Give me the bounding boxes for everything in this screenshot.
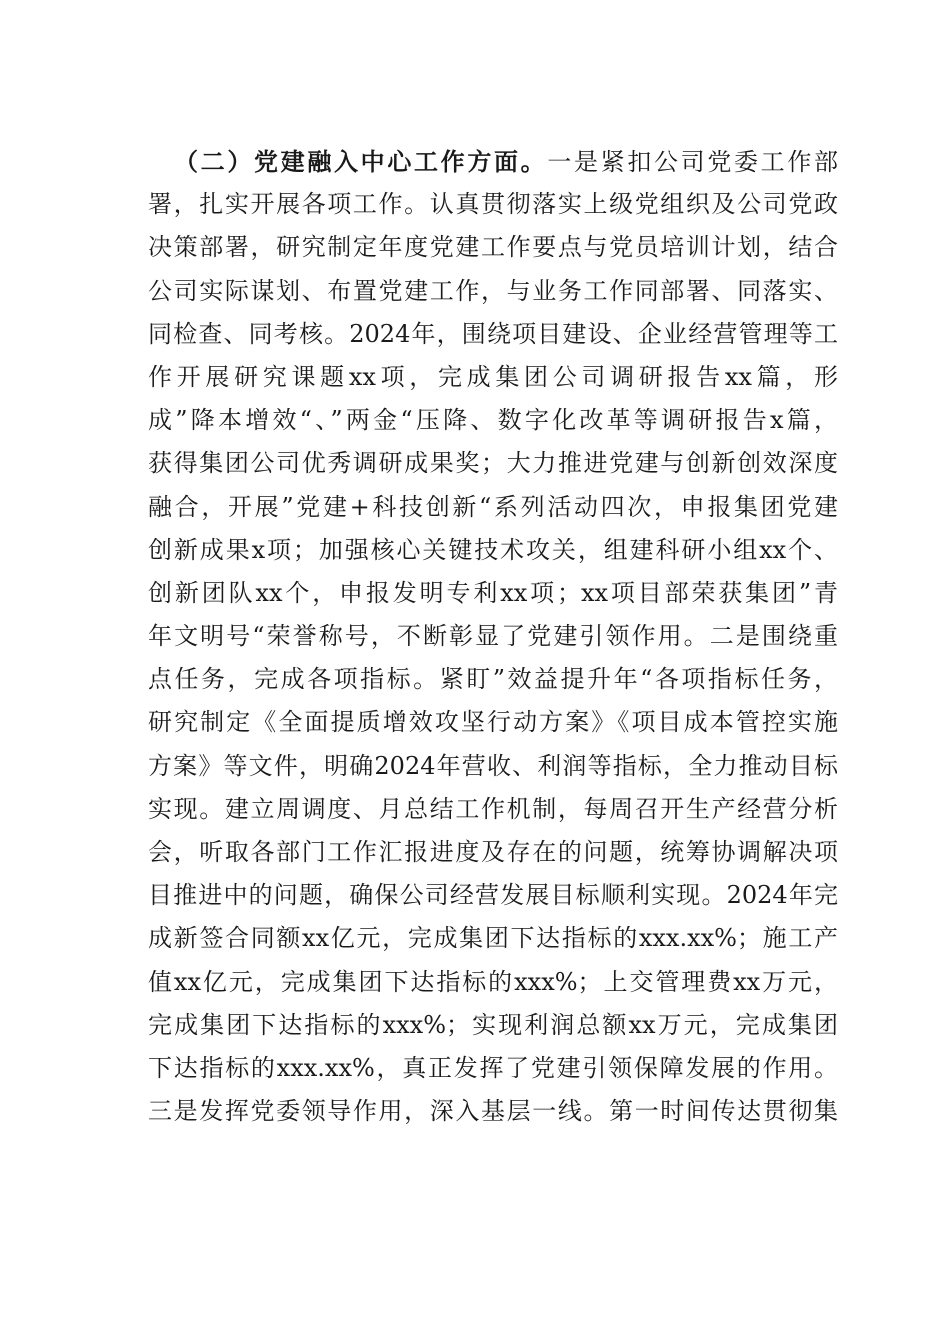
paragraph-line-10: 创新成果x项；加强核心关键技术攻关，组建科研小组xx个、 — [148, 535, 838, 564]
paragraph-line-11: 创新团队xx个，申报发明专利xx项；xx项目部荣获集团”青 — [148, 578, 838, 607]
paragraph-line-5: 同检查、同考核。2024年，围绕项目建设、企业经营管理等工 — [148, 319, 838, 348]
paragraph-line-22: 下达指标的xxx.xx%，真正发挥了党建引领保障发展的作用。 — [148, 1053, 838, 1082]
paragraph-line-9: 融合，开展”党建+科技创新“系列活动四次，申报集团党建 — [148, 492, 838, 521]
paragraph-line-15: 方案》等文件，明确2024年营收、利润等指标，全力推动目标 — [148, 751, 838, 780]
paragraph-line-6: 作开展研究课题xx项，完成集团公司调研报告xx篇，形 — [148, 362, 838, 391]
paragraph-line-23: 三是发挥党委领导作用，深入基层一线。第一时间传达贯彻集 — [148, 1097, 838, 1126]
paragraph-line-3: 决策部署，研究制定年度党建工作要点与党员培训计划，结合 — [148, 233, 838, 262]
paragraph-line-18: 目推进中的问题，确保公司经营发展目标顺利实现。2024年完 — [148, 881, 838, 910]
paragraph-line-14: 研究制定《全面提质增效攻坚行动方案》《项目成本管控实施 — [148, 708, 838, 737]
paragraph-line-12: 年文明号“荣誉称号，不断彰显了党建引领作用。二是围绕重 — [148, 622, 838, 651]
paragraph-line-21: 完成集团下达指标的xxx%；实现利润总额xx万元，完成集团 — [148, 1010, 838, 1039]
paragraph-line-13: 点任务，完成各项指标。紧盯”效益提升年“各项指标任务， — [148, 665, 838, 694]
paragraph-line-17: 会，听取各部门工作汇报进度及存在的问题，统筹协调解决项 — [148, 838, 838, 866]
paragraph-line-4: 公司实际谋划、布置党建工作，与业务工作同部署、同落实、 — [148, 276, 838, 305]
paragraph-line-7: 成”降本增效“、”两金“压降、数字化改革等调研报告x篇， — [148, 406, 838, 435]
paragraph-line-19: 成新签合同额xx亿元，完成集团下达指标的xxx.xx%；施工产 — [148, 924, 838, 953]
section-heading: （二）党建融入中心工作方面。 — [174, 147, 548, 176]
paragraph-line-16: 实现。建立周调度、月总结工作机制，每周召开生产经营分析 — [148, 794, 838, 823]
paragraph-line-8: 获得集团公司优秀调研成果奖；大力推进党建与创新创效深度 — [148, 449, 838, 478]
paragraph-line-20: 值xx亿元，完成集团下达指标的xxx%；上交管理费xx万元， — [148, 967, 838, 996]
body-paragraph — [148, 140, 838, 1133]
paragraph-line-2: 署，扎实开展各项工作。认真贯彻落实上级党组织及公司党政 — [148, 190, 838, 219]
paragraph-line-1 — [148, 140, 838, 183]
line-text: 一是紧扣公司党委工作部 — [547, 148, 839, 176]
